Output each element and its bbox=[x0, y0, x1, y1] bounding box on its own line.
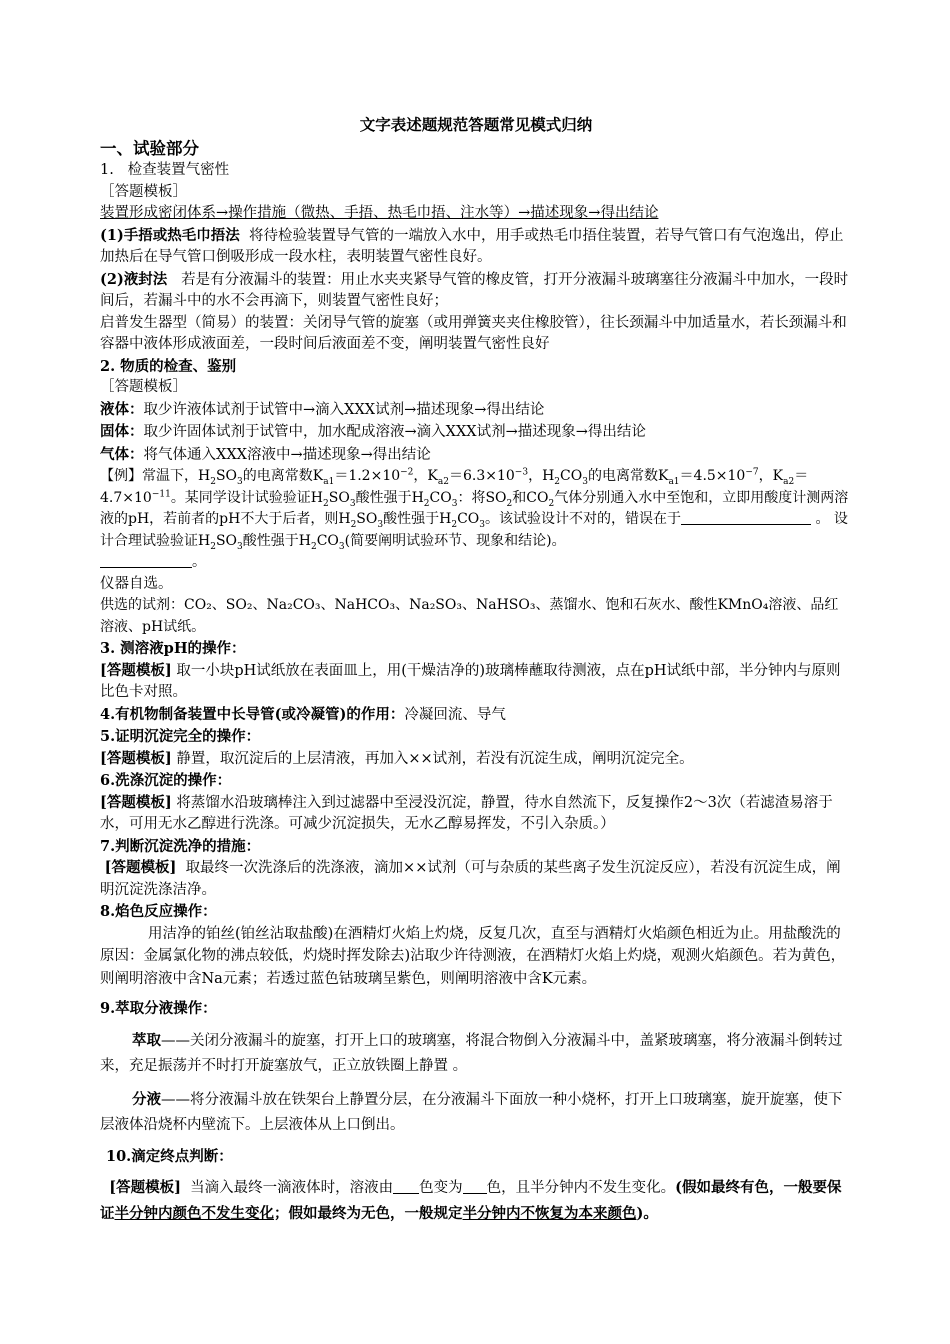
document-page bbox=[100, 114, 852, 1227]
method-text: 若是有分液漏斗的装置：用止水夹夹紧导气管的橡皮管，打开分液漏斗玻璃塞往分液漏斗中加水，一段时间后，若漏斗中的水不会再滴下，则装置气密性良好； bbox=[100, 271, 849, 309]
method-hand-warm bbox=[100, 225, 852, 269]
item-1-heading bbox=[100, 160, 852, 182]
item-9-heading: 9.萃取分液操作： bbox=[100, 1000, 217, 1017]
item-7-text: 取最终一次洗涤后的洗涤液，滴加××试剂（可与杂质的某些离子发生沉淀反应），若没有沉淀生成，阐明沉淀洗涤洁净。 bbox=[100, 860, 841, 898]
liquid-test bbox=[100, 399, 852, 422]
method-text: 将待检验装置导气管的一端放入水中，用手或热毛巾捂住装置，若导气管口有气泡逸出，停止加热后在导气管口倒吸形成一段水柱，表明装置气密性良好。 bbox=[100, 227, 844, 265]
instrument-note: 仪器自选。 bbox=[100, 575, 173, 592]
item-7-heading: 7.判断沉淀洗净的措施： bbox=[100, 837, 261, 855]
template-label: [答题模板] bbox=[100, 793, 172, 811]
extract-text: ——关闭分液漏斗的旋塞，打开上口的玻璃塞，将混合物倒入分液漏斗中，盖紧玻璃塞，将分液漏斗倒转过来，充足振荡并不时打开旋塞放气，正立放铁圈上静置 。 bbox=[100, 1032, 843, 1074]
ph-text: 取一小块pH试纸放在表面皿上，用(干燥洁净的)玻璃棒蘸取待测液，点在pH试纸中部，半分钟内与原则比色卡对照。 bbox=[100, 662, 841, 700]
wash-precipitate bbox=[100, 792, 852, 836]
gas-test bbox=[100, 444, 852, 467]
answer-blank[interactable] bbox=[681, 510, 811, 525]
gas-text: 将气体通入XXX溶液中→描述现象→得出结论 bbox=[143, 446, 431, 463]
extraction bbox=[100, 1028, 852, 1079]
liquid-text: 取少许液体试剂于试管中→滴入XXX试剂→描述现象→得出结论 bbox=[143, 401, 545, 418]
item-3-heading: 3. 测溶液pH的操作： bbox=[100, 640, 246, 657]
method-liquid-seal bbox=[100, 269, 852, 313]
color-blank[interactable] bbox=[463, 1179, 487, 1194]
separation bbox=[100, 1087, 852, 1138]
separate-text: ——将分液漏斗放在铁架台上静置分层，在分液漏斗下面放一种小烧杯，打开上口玻璃塞，旋开旋塞，使下层液体沿烧杯内壁流下。上层液体从上口倒出。 bbox=[100, 1091, 843, 1133]
item-10-heading: 10.滴定终点判断： bbox=[106, 1147, 233, 1165]
color-blank[interactable] bbox=[393, 1179, 419, 1194]
gas-label: 气体： bbox=[100, 445, 144, 463]
solid-test bbox=[100, 421, 852, 444]
liquid-label: 液体： bbox=[100, 400, 144, 418]
separate-label: 分液 bbox=[132, 1090, 161, 1108]
template-label: [答题模板] bbox=[100, 749, 172, 767]
wash-check bbox=[100, 857, 852, 901]
solid-label: 固体： bbox=[100, 423, 144, 440]
titration-endpoint: [答题模板] 当滴入最终一滴液体时，溶液由 色变为 色，且半分钟内不发生变化。(假如最终有色，一般要保证半分钟内颜色不发生变化；假如最终为无色，一般规定半分钟内不恢复为本来颜色)。 bbox=[100, 1179, 842, 1222]
method-label: (2)液封法 bbox=[100, 270, 168, 288]
template-label: [答题模板] bbox=[104, 859, 177, 876]
item-4 bbox=[100, 704, 852, 727]
item-2-heading: 2. 物质的检查、鉴别 bbox=[100, 357, 237, 375]
example-label: 【例】 bbox=[100, 468, 142, 484]
airtight-template: 装置形成密闭体系→操作措施（微热、手捂、热毛巾捂、注水等）→描述现象→得出结论 bbox=[100, 205, 659, 221]
example-paragraph: 【例】常温下，$H_2SO_3$的电离常数$K_{a1}=1.2\times 10^{-2}$，$K_{a2}=6.3\times 10^{-3}$，$H_2CO_3$的电离常数$K_{a1}=4.5\times 10^{-7}$，$K_{a2}=4.7\times 10^{-11}$。某同学设计试验验证$H_2SO_3$酸性强于$H_2CO_3$：将$SO_2$和$CO_2$气体分别通入水中至饱和，立即用酸度计测两溶液的pH，若前者的pH不大于后者，则$H_2SO_3$酸性强于$H_2CO_3$。该试验设计不对的，错误在于 。 设计合理试验验证$H_2SO_3$酸性强于$H_2CO_3$(简要阐明试验环节、现象和结论)。 。 bbox=[100, 467, 849, 570]
solid-text: 取少许固体试剂于试管中，加水配成溶液→滴入XXX试剂→描述现象→得出结论 bbox=[143, 424, 646, 440]
precipitation-complete bbox=[100, 748, 852, 771]
item-5-text: 静置，取沉淀后的上层清液，再加入××试剂，若没有沉淀生成，阐明沉淀完全。 bbox=[176, 750, 694, 767]
extract-label: 萃取 bbox=[132, 1031, 161, 1049]
method-kipp: 启普发生器型（简易）的装置：关闭导气管的旋塞（或用弹簧夹夹住橡胶管），往长颈漏斗中加适量水，若长颈漏斗和容器中液体形成液面差，一段时间后液面差不变，阐明装置气密性良好 bbox=[100, 314, 847, 352]
reagent-list: 供选的试剂：CO₂、SO₂、Na₂CO₃、NaHCO₃、Na₂SO₃、NaHSO₃、蒸馏水、饱和石灰水、酸性KMnO₄溶液、品红溶液、pH试纸。 bbox=[100, 597, 839, 635]
section-heading-experiment: 一、试验部分 bbox=[100, 139, 199, 158]
template-label: [答题模板] bbox=[109, 1179, 181, 1196]
document-title: 文字表述题规范答题常见模式归纳 bbox=[359, 115, 593, 134]
item-5-heading: 5.证明沉淀完全的操作： bbox=[100, 728, 261, 745]
item-6-heading: 6.洗涤沉淀的操作： bbox=[100, 772, 232, 789]
flame-test: 用洁净的铂丝(铂丝沾取盐酸)在酒精灯火焰上灼烧，反复几次，直至与酒精灯火焰颜色相近为止。用盐酸洗的原因：金属氯化物的沸点较低，灼烧时挥发除去)沾取少许待测液，在酒精灯火焰上灼烧，观测火焰颜色。若为黄色，则阐明溶液中含Na元素；若透过蓝色钴玻璃呈紫色，则阐明溶液中含K元素。 bbox=[100, 925, 846, 987]
template-label: ［答题模板］ bbox=[100, 379, 187, 395]
item-8-heading: 8.焰色反应操作： bbox=[100, 903, 217, 920]
item-4-text: 冷凝回流、导气 bbox=[404, 706, 506, 723]
item-1-title: 检查装置气密性 bbox=[127, 162, 230, 178]
item-number: 1. bbox=[100, 162, 114, 178]
template-label: ［答题模板］ bbox=[100, 183, 187, 200]
template-label: [答题模板] bbox=[100, 661, 172, 679]
item-6-text: 将蒸馏水沿玻璃棒注入到过滤器中至浸没沉淀，静置，待水自然流下，反复操作2～3次（若滤渣易溶于水，可用无水乙醇进行洗涤。可减少沉淀损失，无水乙醇易挥发，不引入杂质。） bbox=[100, 794, 833, 832]
method-label: (1)手捂或热毛巾捂法 bbox=[100, 226, 240, 244]
item-4-heading: 4.有机物制备装置中长导管(或冷凝管)的作用： bbox=[100, 705, 405, 723]
answer-blank[interactable] bbox=[100, 553, 192, 568]
ph-operation bbox=[100, 660, 852, 704]
